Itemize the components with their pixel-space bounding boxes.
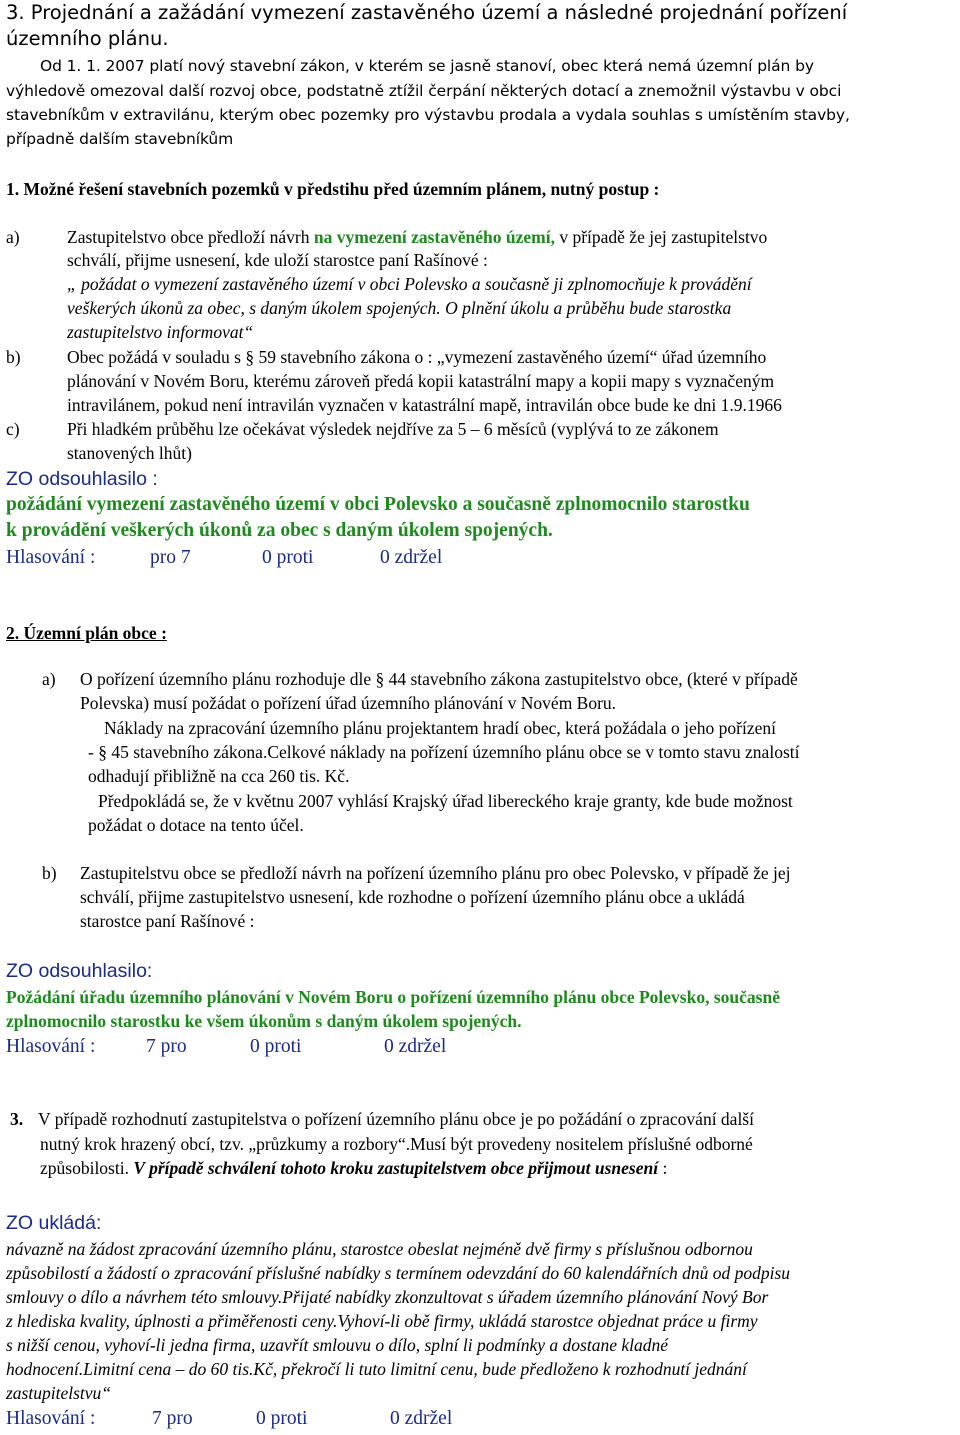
text-span: způsobilosti. xyxy=(40,1158,134,1178)
section1-b-line: Obec požádá v souladu s § 59 stavebního zákona o : „vymezení zastavěného území“ úřad územního xyxy=(67,347,767,367)
intro-line: případně dalším stavebníkům xyxy=(6,130,234,148)
section2-b-line: Zastupitelstvu obce se předloží návrh na pořízení územního plánu pro obec Polevsko, v případě že jej xyxy=(80,863,791,883)
section2-a-line: - § 45 stavebního zákona.Celkové náklady na pořízení územního plánu obce se v tomto stavu znalostí xyxy=(88,742,800,762)
section1-c-line: stanovených lhůt) xyxy=(67,443,192,463)
section1-a-line1 xyxy=(67,226,767,248)
ukoly-line: návazně na žádost zpracování územního plánu, starostce obeslat nejméně dvě firmy s příslušnou odbornou xyxy=(6,1239,753,1259)
ukoly-line: z hlediska kvality, úplnosti a přiměřenosti ceny.Vyhoví-li obě firmy, ukládá starostce objednat práce u firmy xyxy=(6,1311,758,1331)
vote-proti: 0 proti xyxy=(262,547,314,568)
section-heading-line2: územního plánu. xyxy=(6,27,169,50)
section-heading-line1: 3. Projednání a zažádání vymezení zastavěného území a následné projednání pořízení xyxy=(6,1,848,24)
text-span: v případě že jej zastupitelstvo xyxy=(554,227,768,247)
section1-a-quote: „ požádat o vymezení zastavěného území v obci Polevsko a současně ji zplnomocňuje k provádění xyxy=(67,274,752,294)
item-marker-a: a) xyxy=(42,669,56,689)
vote-label: Hlasování : xyxy=(6,547,96,568)
section1-b-line: intravilánem, pokud není intravilán vyznačen v katastrální mapě, intravilán obce bude ke dni 1.9.1966 xyxy=(67,395,782,415)
section1-title: 1. Možné řešení stavebních pozemků v předstihu před územním plánem, nutný postup : xyxy=(6,179,660,199)
vote-label: Hlasování : xyxy=(6,1408,96,1429)
zo-label: ZO odsouhlasilo: xyxy=(6,960,153,982)
item-marker-b: b) xyxy=(6,347,21,367)
intro-line: výhledově omezoval další rozvoj obce, podstatně ztížil čerpání některých dotací a znemožnil výstavbu v obci xyxy=(6,82,842,100)
text-span: veškerých úkonů za obec, s daným úkolem spojených. xyxy=(67,298,441,318)
section1-c-line: Při hladkém průběhu lze očekávat výsledek nejdříve za 5 – 6 měsíců (vyplývá to ze zákonem xyxy=(67,419,719,439)
resolution-line: k provádění veškerých úkonů za obec s daným úkolem spojených. xyxy=(6,520,553,541)
zo-label: ZO ukládá: xyxy=(6,1212,102,1234)
section2-a-line: Náklady na zpracování územního plánu projektantem hradí obec, která požádala o jeho pořízení xyxy=(104,718,777,738)
zo-label: ZO odsouhlasilo : xyxy=(6,468,158,490)
text-span: Zastupitelstvo obce předloží návrh xyxy=(67,227,314,247)
vote-pro: pro 7 xyxy=(150,547,191,568)
ukoly-line: způsobilostí a žádostí o zpracování příslušné nabídky s termínem odevzdání do 60 kalendářních dnů od podpisu xyxy=(6,1263,791,1283)
vote-label: Hlasování : xyxy=(6,1036,96,1057)
section1-b-line: plánování v Novém Boru, kterému zároveň předá kopii katastrální mapy a kopii mapy s vyznačeným xyxy=(67,371,775,391)
ukoly-line: s nižší cenou, vyhoví-li jedna firma, uzavřít smlouvu o dílo, splní li podmínky a dostane kladné xyxy=(6,1335,669,1355)
ukoly-line: hodnocení.Limitní cena – do 60 tis.Kč, překročí li tuto limitní cenu, bude předloženo k rozhodnutí jednání xyxy=(6,1359,747,1379)
vote-zdrzel: 0 zdržel xyxy=(384,1036,447,1057)
vote-proti: 0 proti xyxy=(256,1408,308,1429)
vote-zdrzel: 0 zdržel xyxy=(390,1408,453,1429)
vote-zdrzel: 0 zdržel xyxy=(380,547,443,568)
resolution-line: požádání vymezení zastavěného území v obci Polevsko a současně zplnomocnilo starostku xyxy=(6,494,750,515)
section3-line xyxy=(40,1157,667,1179)
section1-a-quote xyxy=(67,297,731,319)
section2-b-line: starostce paní Rašínové : xyxy=(80,911,255,931)
emphasis-span: V případě schválení tohoto kroku zastupitelstvem obce přijmout usnesení xyxy=(133,1158,659,1178)
section3-number: 3. xyxy=(10,1109,24,1129)
vote-proti: 0 proti xyxy=(250,1036,302,1057)
intro-line: Od 1. 1. 2007 platí nový stavební zákon, v kterém se jasně stanoví, obec která nemá územní plán by xyxy=(40,57,814,75)
section1-a-quote: zastupitelstvo informovat“ xyxy=(67,322,254,342)
intro-line: stavebníkům v extravilánu, kterým obec pozemky pro výstavbu prodala a vydala souhlas s umístěním stavby, xyxy=(6,106,850,124)
item-marker-a: a) xyxy=(6,227,20,247)
section2-a-line: O pořízení územního plánu rozhoduje dle § 44 stavebního zákona zastupitelstvo obce, (které v případě xyxy=(80,669,798,689)
section2-a-line: Předpokládá se, že v květnu 2007 vyhlásí Krajský úřad libereckého kraje granty, kde bude možnost xyxy=(98,791,793,811)
section2-b-line: schválí, přijme zastupitelstvo usnesení, kde rozhodne o pořízení územního plánu obce a ukládá xyxy=(80,887,745,907)
section2-a-line: odhadují přibližně na cca 260 tis. Kč. xyxy=(88,766,350,786)
item-marker-b: b) xyxy=(42,863,57,883)
section3-line: nutný krok hrazený obcí, tzv. „průzkumy a rozbory“.Musí být provedeny nositelem příslušné odborné xyxy=(40,1134,753,1154)
text-span: O plnění úkolu a průběhu bude starostka xyxy=(440,298,732,318)
highlight-span: na vymezení zastavěného území, xyxy=(313,227,555,247)
resolution-line: zplnomocnilo starostku ke všem úkonům s daným úkolem spojených. xyxy=(6,1011,522,1031)
section3-line: V případě rozhodnutí zastupitelstva o pořízení územního plánu obce je po požádání o zpracování další xyxy=(38,1109,754,1129)
section2-a-line: požádat o dotace na tento účel. xyxy=(88,815,304,835)
section2-a-line: Polevska) musí požádat o pořízení úřad územního plánování v Novém Boru. xyxy=(80,693,617,713)
ukoly-line: smlouvy o dílo a návrhem této smlouvy.Přijaté nabídky zkonzultovat s úřadem územního plánování Nový Bor xyxy=(6,1287,769,1307)
vote-pro: 7 pro xyxy=(146,1036,187,1057)
section2-title: 2. Územní plán obce : xyxy=(6,623,167,643)
vote-pro: 7 pro xyxy=(152,1408,193,1429)
section1-a-line2: schválí, přijme usnesení, kde uloží starostce paní Rašínové : xyxy=(67,250,488,270)
text-span: : xyxy=(658,1158,668,1178)
resolution-line: Požádání úřadu územního plánování v Novém Boru o pořízení územního plánu obce Polevsko, současně xyxy=(6,987,780,1007)
item-marker-c: c) xyxy=(6,419,20,439)
ukoly-line: zastupitelstvu“ xyxy=(6,1383,112,1403)
